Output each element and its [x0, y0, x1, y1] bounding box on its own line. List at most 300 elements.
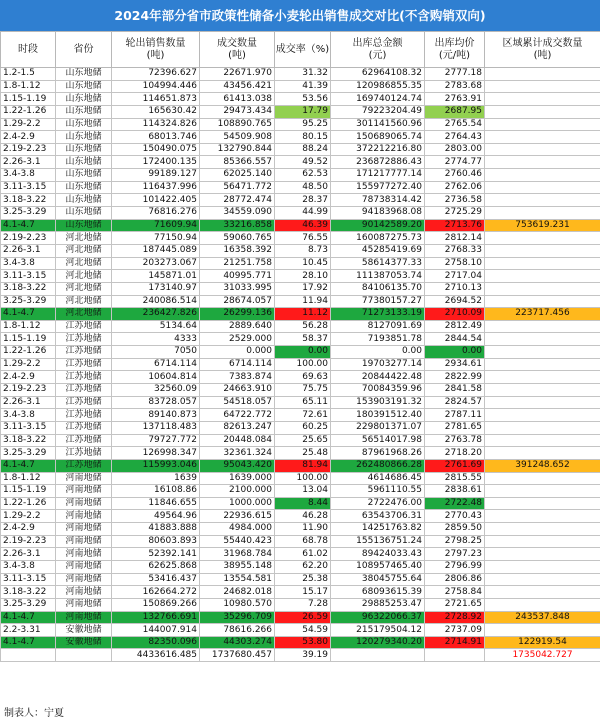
- cell-average-price: 2710.13: [425, 282, 485, 295]
- cell-province: 河北地储: [56, 308, 112, 321]
- cell-deal-rate: 61.02: [275, 548, 331, 561]
- table-row: [1, 295, 600, 308]
- cell-deal-quantity: 34559.090: [200, 207, 275, 220]
- cell-deal-rate: 0.00: [275, 346, 331, 359]
- cell-province: 山东地储: [56, 93, 112, 106]
- table-row: [1, 434, 600, 447]
- table-row: [1, 358, 600, 371]
- cell-period: 4.1-4.7: [1, 611, 56, 624]
- cell-offer-quantity: 162664.272: [112, 586, 200, 599]
- cell-total-amount: 77380157.27: [331, 295, 425, 308]
- cell-deal-quantity: 26299.136: [200, 308, 275, 321]
- cell-deal-rate: 58.37: [275, 333, 331, 346]
- table-row: [1, 447, 600, 460]
- cell-deal-rate: 25.48: [275, 447, 331, 460]
- table-row: [1, 586, 600, 599]
- cell-province: 山东地储: [56, 131, 112, 144]
- cell-deal-quantity: 54518.057: [200, 396, 275, 409]
- table-row: [1, 472, 600, 485]
- cell-total-amount: 2722476.00: [331, 497, 425, 510]
- cell-cumulative-deal: [485, 257, 600, 270]
- cell-average-price: 2822.99: [425, 371, 485, 384]
- header-offer-quantity: 轮出销售数量 (吨): [112, 32, 200, 68]
- cell-period: 4.1-4.7: [1, 459, 56, 472]
- cell-offer-quantity: 150869.266: [112, 598, 200, 611]
- cell-total-amount: 96322066.37: [331, 611, 425, 624]
- table-row: [1, 105, 600, 118]
- cell-province: 江苏地储: [56, 396, 112, 409]
- cell-deal-quantity: 82613.247: [200, 421, 275, 434]
- cell-deal-rate: 10.45: [275, 257, 331, 270]
- cell-deal-rate: 13.04: [275, 485, 331, 498]
- cell-deal-quantity: 4984.000: [200, 523, 275, 536]
- cell-deal-rate: 69.63: [275, 371, 331, 384]
- cell-period: 1.8-1.12: [1, 80, 56, 93]
- cell-offer-quantity: 165630.42: [112, 105, 200, 118]
- cell-cumulative-deal: [485, 118, 600, 131]
- cell-average-price: 2713.76: [425, 219, 485, 232]
- cell-offer-quantity: 76816.276: [112, 207, 200, 220]
- cell-average-price: 2768.33: [425, 244, 485, 257]
- cell-deal-quantity: 16358.392: [200, 244, 275, 257]
- cell-total-amount: 372212216.80: [331, 143, 425, 156]
- cell-total-amount: 78738314.42: [331, 194, 425, 207]
- cell-total-amount: 171217777.14: [331, 169, 425, 182]
- cell-average-price: 2764.43: [425, 131, 485, 144]
- cell-province: 河南地储: [56, 611, 112, 624]
- cell-province: 山东地储: [56, 105, 112, 118]
- cell-deal-rate: 75.75: [275, 384, 331, 397]
- cell-deal-quantity: 2100.000: [200, 485, 275, 498]
- cell-average-price: 2694.52: [425, 295, 485, 308]
- cell-cumulative-deal: [485, 333, 600, 346]
- cell-period: 1.22-1.26: [1, 346, 56, 359]
- cell-total-amount: 150689065.74: [331, 131, 425, 144]
- cell-offer-quantity: 32560.09: [112, 384, 200, 397]
- table-row: [1, 421, 600, 434]
- cell-deal-rate: 76.55: [275, 232, 331, 245]
- cell-province: 河北地储: [56, 257, 112, 270]
- cell-cumulative-deal: [485, 384, 600, 397]
- cell-cumulative-deal: [485, 421, 600, 434]
- cell-cumulative-deal: [485, 320, 600, 333]
- cell-cumulative-deal: [485, 560, 600, 573]
- cell-offer-quantity: 5134.64: [112, 320, 200, 333]
- cell-period: 1.15-1.19: [1, 333, 56, 346]
- summary-row: [1, 459, 600, 472]
- cell-cumulative-deal: 1735042.727: [485, 649, 600, 662]
- cell-period: 4.1-4.7: [1, 219, 56, 232]
- cell-offer-quantity: 49564.96: [112, 510, 200, 523]
- cell-province: 江苏地储: [56, 358, 112, 371]
- cell-offer-quantity: 173140.97: [112, 282, 200, 295]
- table-row: [1, 346, 600, 359]
- cell-total-amount: 29885253.47: [331, 598, 425, 611]
- cell-offer-quantity: 115993.046: [112, 459, 200, 472]
- cell-total-amount: 155136751.24: [331, 535, 425, 548]
- cell-offer-quantity: 104994.446: [112, 80, 200, 93]
- cell-cumulative-deal: [485, 282, 600, 295]
- cell-deal-quantity: 59060.765: [200, 232, 275, 245]
- cell-offer-quantity: 6714.114: [112, 358, 200, 371]
- cell-average-price: 2841.58: [425, 384, 485, 397]
- cell-province: 山东地储: [56, 80, 112, 93]
- cell-offer-quantity: 77150.94: [112, 232, 200, 245]
- cell-deal-rate: 7.28: [275, 598, 331, 611]
- cell-cumulative-deal: 223717.456: [485, 308, 600, 321]
- summary-row: [1, 308, 600, 321]
- cell-province: 安徽地储: [56, 636, 112, 649]
- cell-offer-quantity: 79727.772: [112, 434, 200, 447]
- table-row: [1, 194, 600, 207]
- cell-total-amount: 90142589.20: [331, 219, 425, 232]
- cell-total-amount: 38045755.64: [331, 573, 425, 586]
- table-row: [1, 257, 600, 270]
- cell-deal-rate: 11.94: [275, 295, 331, 308]
- cell-province: 河北地储: [56, 270, 112, 283]
- cell-cumulative-deal: [485, 548, 600, 561]
- cell-deal-rate: 41.39: [275, 80, 331, 93]
- cell-offer-quantity: 187445.089: [112, 244, 200, 257]
- cell-deal-quantity: 78616.266: [200, 624, 275, 637]
- cell-total-amount: 0.00: [331, 346, 425, 359]
- cell-average-price: 2812.14: [425, 232, 485, 245]
- cell-total-amount: 45285419.69: [331, 244, 425, 257]
- cell-offer-quantity: 137118.483: [112, 421, 200, 434]
- table-row: [1, 333, 600, 346]
- cell-average-price: 2777.18: [425, 68, 485, 81]
- cell-average-price: 2758.10: [425, 257, 485, 270]
- cell-offer-quantity: 11846.655: [112, 497, 200, 510]
- cell-offer-quantity: 83728.057: [112, 396, 200, 409]
- cell-period: 3.18-3.22: [1, 586, 56, 599]
- cell-province: 河北地储: [56, 244, 112, 257]
- cell-average-price: 2758.84: [425, 586, 485, 599]
- cell-offer-quantity: 4433616.485: [112, 649, 200, 662]
- cell-cumulative-deal: [485, 143, 600, 156]
- cell-cumulative-deal: [485, 472, 600, 485]
- cell-offer-quantity: 82350.096: [112, 636, 200, 649]
- cell-average-price: 2710.09: [425, 308, 485, 321]
- cell-province: 江苏地储: [56, 320, 112, 333]
- cell-deal-rate: 53.56: [275, 93, 331, 106]
- table-row: [1, 156, 600, 169]
- cell-offer-quantity: 89140.873: [112, 409, 200, 422]
- cell-offer-quantity: 62625.868: [112, 560, 200, 573]
- cell-total-amount: 87961968.26: [331, 447, 425, 460]
- cell-average-price: 2763.91: [425, 93, 485, 106]
- header-cumulative-deal: 区域累计成交数量 (吨): [485, 32, 600, 68]
- table-row: [1, 282, 600, 295]
- cell-deal-rate: 28.10: [275, 270, 331, 283]
- table-row: [1, 93, 600, 106]
- cell-deal-rate: 49.52: [275, 156, 331, 169]
- cell-average-price: [425, 649, 485, 662]
- cell-average-price: 2763.78: [425, 434, 485, 447]
- cell-cumulative-deal: [485, 535, 600, 548]
- summary-row: [1, 611, 600, 624]
- cell-province: 河南地储: [56, 548, 112, 561]
- cell-deal-quantity: 31968.784: [200, 548, 275, 561]
- cell-province: 河南地储: [56, 598, 112, 611]
- cell-total-amount: 160087275.73: [331, 232, 425, 245]
- cell-province: 河北地储: [56, 295, 112, 308]
- cell-period: 3.11-3.15: [1, 421, 56, 434]
- cell-offer-quantity: 240086.514: [112, 295, 200, 308]
- cell-province: 山东地储: [56, 169, 112, 182]
- cell-province: 山东地储: [56, 194, 112, 207]
- cell-deal-rate: 46.28: [275, 510, 331, 523]
- header-average-price: 出库均价 (元/吨): [425, 32, 485, 68]
- cell-province: 河北地储: [56, 282, 112, 295]
- table-row: [1, 485, 600, 498]
- cell-cumulative-deal: [485, 156, 600, 169]
- header-row: [1, 32, 600, 68]
- cell-offer-quantity: 116437.996: [112, 181, 200, 194]
- cell-cumulative-deal: 122919.54: [485, 636, 600, 649]
- table-row: [1, 143, 600, 156]
- cell-period: 2.4-2.9: [1, 131, 56, 144]
- cell-average-price: 2806.86: [425, 573, 485, 586]
- cell-deal-rate: 25.38: [275, 573, 331, 586]
- table-row: [1, 548, 600, 561]
- cell-cumulative-deal: [485, 181, 600, 194]
- cell-deal-rate: 81.94: [275, 459, 331, 472]
- cell-deal-rate: 11.90: [275, 523, 331, 536]
- cell-cumulative-deal: [485, 510, 600, 523]
- table-row: [1, 624, 600, 637]
- cell-period: 4.1-4.7: [1, 308, 56, 321]
- cell-period: 3.25-3.29: [1, 447, 56, 460]
- cell-offer-quantity: 236427.826: [112, 308, 200, 321]
- cell-deal-rate: 88.24: [275, 143, 331, 156]
- cell-total-amount: 19703277.14: [331, 358, 425, 371]
- cell-average-price: 2714.91: [425, 636, 485, 649]
- cell-deal-rate: 17.92: [275, 282, 331, 295]
- cell-total-amount: 180391512.40: [331, 409, 425, 422]
- cell-deal-rate: 54.59: [275, 624, 331, 637]
- cell-province: 山东地储: [56, 118, 112, 131]
- cell-cumulative-deal: [485, 270, 600, 283]
- cell-average-price: 2718.20: [425, 447, 485, 460]
- cell-average-price: 2803.00: [425, 143, 485, 156]
- cell-total-amount: 56514017.98: [331, 434, 425, 447]
- cell-deal-rate: 68.78: [275, 535, 331, 548]
- cell-deal-quantity: 85366.557: [200, 156, 275, 169]
- cell-period: 3.18-3.22: [1, 282, 56, 295]
- cell-province: 河南地储: [56, 523, 112, 536]
- cell-province: 河南地储: [56, 485, 112, 498]
- cell-period: 3.11-3.15: [1, 573, 56, 586]
- table-row: [1, 384, 600, 397]
- cell-deal-quantity: 31033.995: [200, 282, 275, 295]
- cell-total-amount: 79223204.49: [331, 105, 425, 118]
- cell-province: 河南地储: [56, 535, 112, 548]
- cell-deal-rate: 48.50: [275, 181, 331, 194]
- table-row: [1, 371, 600, 384]
- header-deal-rate: 成交率（%): [275, 32, 331, 68]
- cell-average-price: 2815.55: [425, 472, 485, 485]
- cell-total-amount: 229801371.07: [331, 421, 425, 434]
- footer-author: 制表人：宁夏: [4, 708, 64, 719]
- cell-period: [1, 649, 56, 662]
- cell-total-amount: 58614377.33: [331, 257, 425, 270]
- cell-deal-quantity: 0.000: [200, 346, 275, 359]
- cell-average-price: 2838.61: [425, 485, 485, 498]
- cell-deal-quantity: 24682.018: [200, 586, 275, 599]
- cell-total-amount: 301141560.96: [331, 118, 425, 131]
- cell-total-amount: 262480866.28: [331, 459, 425, 472]
- cell-deal-quantity: 13554.581: [200, 573, 275, 586]
- cell-offer-quantity: 126998.347: [112, 447, 200, 460]
- cell-deal-rate: 60.25: [275, 421, 331, 434]
- cell-deal-rate: 8.73: [275, 244, 331, 257]
- cell-offer-quantity: 52392.141: [112, 548, 200, 561]
- cell-average-price: 2760.46: [425, 169, 485, 182]
- cell-total-amount: 89424033.43: [331, 548, 425, 561]
- cell-offer-quantity: 53416.437: [112, 573, 200, 586]
- cell-offer-quantity: 7050: [112, 346, 200, 359]
- cell-offer-quantity: 132766.691: [112, 611, 200, 624]
- cell-province: 江苏地储: [56, 333, 112, 346]
- cell-period: 1.8-1.12: [1, 320, 56, 333]
- cell-average-price: 2717.04: [425, 270, 485, 283]
- cell-cumulative-deal: [485, 80, 600, 93]
- cell-deal-quantity: 1000.000: [200, 497, 275, 510]
- cell-total-amount: [331, 649, 425, 662]
- table-row: [1, 80, 600, 93]
- cell-period: 3.4-3.8: [1, 257, 56, 270]
- cell-cumulative-deal: [485, 295, 600, 308]
- cell-average-price: 2798.25: [425, 535, 485, 548]
- cell-deal-quantity: 29473.434: [200, 105, 275, 118]
- cell-deal-rate: 100.00: [275, 472, 331, 485]
- cell-period: 2.26-3.1: [1, 244, 56, 257]
- cell-average-price: 2721.65: [425, 598, 485, 611]
- cell-province: 江苏地储: [56, 459, 112, 472]
- cell-average-price: 2722.48: [425, 497, 485, 510]
- cell-deal-rate: 31.32: [275, 68, 331, 81]
- cell-average-price: 2687.95: [425, 105, 485, 118]
- cell-period: 1.22-1.26: [1, 497, 56, 510]
- table-row: [1, 207, 600, 220]
- table-row: [1, 560, 600, 573]
- cell-period: 1.15-1.19: [1, 93, 56, 106]
- cell-period: 2.4-2.9: [1, 523, 56, 536]
- cell-cumulative-deal: [485, 624, 600, 637]
- cell-period: 2.19-2.23: [1, 384, 56, 397]
- cell-cumulative-deal: [485, 232, 600, 245]
- cell-offer-quantity: 41883.888: [112, 523, 200, 536]
- header-deal-quantity: 成交数量 (吨): [200, 32, 275, 68]
- cell-deal-quantity: 21251.758: [200, 257, 275, 270]
- cell-province: 山东地储: [56, 156, 112, 169]
- cell-period: 1.29-2.2: [1, 510, 56, 523]
- cell-offer-quantity: 114651.873: [112, 93, 200, 106]
- cell-total-amount: 215179504.12: [331, 624, 425, 637]
- table-row: [1, 68, 600, 81]
- cell-deal-rate: 15.17: [275, 586, 331, 599]
- cell-cumulative-deal: [485, 586, 600, 599]
- cell-deal-quantity: 28772.474: [200, 194, 275, 207]
- cell-offer-quantity: 203273.067: [112, 257, 200, 270]
- cell-deal-rate: 100.00: [275, 358, 331, 371]
- cell-deal-rate: 17.79: [275, 105, 331, 118]
- cell-cumulative-deal: [485, 573, 600, 586]
- cell-average-price: 2725.29: [425, 207, 485, 220]
- cell-average-price: 2770.43: [425, 510, 485, 523]
- cell-deal-quantity: 33216.858: [200, 219, 275, 232]
- cell-period: 1.2-1.5: [1, 68, 56, 81]
- cell-province: 河南地储: [56, 497, 112, 510]
- cell-period: 1.22-1.26: [1, 105, 56, 118]
- cell-deal-quantity: 22671.970: [200, 68, 275, 81]
- cell-deal-rate: 44.99: [275, 207, 331, 220]
- cell-offer-quantity: 1639: [112, 472, 200, 485]
- cell-average-price: 2728.92: [425, 611, 485, 624]
- cell-province: 江苏地储: [56, 409, 112, 422]
- cell-deal-rate: 28.37: [275, 194, 331, 207]
- cell-period: 3.4-3.8: [1, 409, 56, 422]
- cell-cumulative-deal: [485, 447, 600, 460]
- cell-deal-quantity: 1639.000: [200, 472, 275, 485]
- cell-province: 山东地储: [56, 207, 112, 220]
- cell-deal-rate: 8.44: [275, 497, 331, 510]
- cell-offer-quantity: 4333: [112, 333, 200, 346]
- cell-total-amount: 120986855.35: [331, 80, 425, 93]
- cell-cumulative-deal: [485, 409, 600, 422]
- cell-deal-quantity: 35296.709: [200, 611, 275, 624]
- cell-period: 3.4-3.8: [1, 560, 56, 573]
- cell-deal-quantity: 32361.324: [200, 447, 275, 460]
- cell-deal-quantity: 62025.140: [200, 169, 275, 182]
- cell-average-price: 2859.50: [425, 523, 485, 536]
- cell-period: 4.1-4.7: [1, 636, 56, 649]
- cell-cumulative-deal: 243537.848: [485, 611, 600, 624]
- cell-cumulative-deal: 391248.652: [485, 459, 600, 472]
- cell-average-price: 2762.06: [425, 181, 485, 194]
- cell-offer-quantity: 10604.814: [112, 371, 200, 384]
- cell-period: 3.4-3.8: [1, 169, 56, 182]
- cell-deal-rate: 25.65: [275, 434, 331, 447]
- cell-period: 3.25-3.29: [1, 598, 56, 611]
- cell-total-amount: 84106135.70: [331, 282, 425, 295]
- cell-total-amount: 169740124.74: [331, 93, 425, 106]
- cell-province: 河南地储: [56, 586, 112, 599]
- cell-total-amount: 20844422.48: [331, 371, 425, 384]
- cell-period: 1.29-2.2: [1, 358, 56, 371]
- header-period: 时段: [1, 32, 56, 68]
- cell-total-amount: 14251763.82: [331, 523, 425, 536]
- table-row: [1, 169, 600, 182]
- cell-period: 1.29-2.2: [1, 118, 56, 131]
- cell-deal-quantity: 64722.772: [200, 409, 275, 422]
- cell-cumulative-deal: [485, 434, 600, 447]
- cell-province: 江苏地储: [56, 384, 112, 397]
- cell-offer-quantity: 68013.746: [112, 131, 200, 144]
- cell-period: 3.11-3.15: [1, 181, 56, 194]
- cell-total-amount: 5961110.55: [331, 485, 425, 498]
- cell-average-price: 2812.49: [425, 320, 485, 333]
- cell-deal-quantity: 6714.114: [200, 358, 275, 371]
- cell-deal-rate: 46.39: [275, 219, 331, 232]
- cell-deal-quantity: 54509.908: [200, 131, 275, 144]
- cell-average-price: 2737.09: [425, 624, 485, 637]
- cell-province: 江苏地储: [56, 421, 112, 434]
- cell-total-amount: 120279340.20: [331, 636, 425, 649]
- cell-average-price: 2765.54: [425, 118, 485, 131]
- table-row: [1, 497, 600, 510]
